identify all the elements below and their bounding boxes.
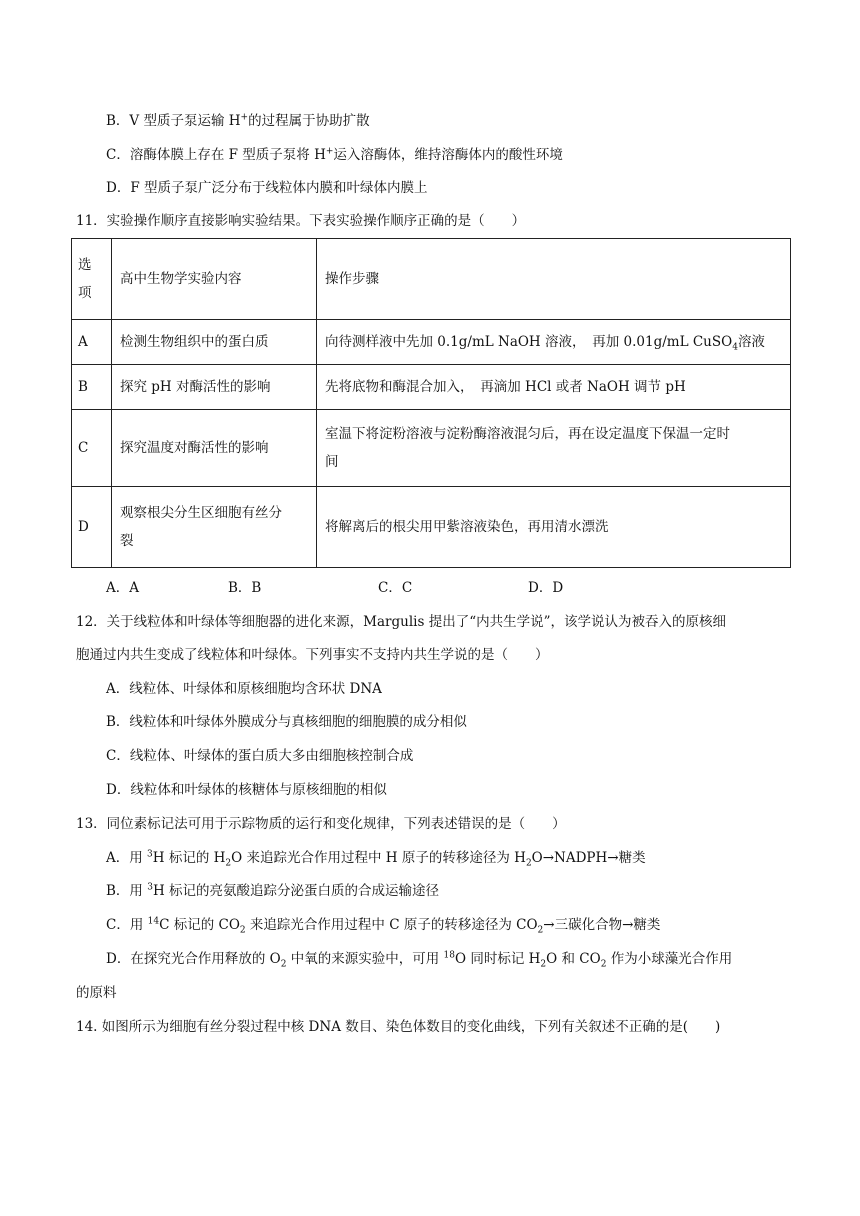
table-header-row (72, 239, 791, 320)
header-content-cell: 高中生物学实验内容 (112, 239, 317, 320)
q12-option-b: B．线粒体和叶绿体外膜成分与真核细胞的细胞膜的成分相似 (106, 714, 467, 730)
q10-option-c: C．溶酶体膜上存在 F 型质子泵将 H+运入溶酶体，维持溶酶体内的酸性环境 (106, 146, 563, 163)
q11-choice-a: A．A (106, 580, 139, 596)
row-option: A (72, 320, 112, 365)
q13-option-a: A．用 $^3$H 标记的 $H_2O$ 来追踪光合作用过程中 H 原子的转移途径为 $H_2O\to NADPH\to$糖类 (106, 849, 646, 869)
table-row (72, 320, 791, 365)
q12-option-d: D．线粒体和叶绿体的核糖体与原核细胞的相似 (106, 782, 387, 798)
q12-stem-line1: 12．关于线粒体和叶绿体等细胞器的进化来源，Margulis 提出了“内共生学说”，该学说认为被吞入的原核细 (76, 614, 726, 630)
row-content: 检测生物组织中的蛋白质 (112, 320, 317, 365)
table-row (72, 410, 791, 487)
row-step: 向待测样液中先加 0.1g/mL NaOH 溶液， 再加 0.01g/mL CuSO$_4$溶液 (317, 320, 791, 365)
row-content: 探究 pH 对酶活性的影响 (112, 365, 317, 410)
row-step: 室温下将淀粉溶液与淀粉酶溶液混匀后，再在设定温度下保温一定时 间 (317, 410, 791, 487)
q11-choices (0, 578, 860, 598)
q11-choice-d: D．D (528, 580, 564, 596)
q12-option-a: A．线粒体、叶绿体和原核细胞均含环状 DNA (106, 681, 382, 697)
q11-choice-b: B．B (228, 580, 262, 596)
q10-option-b: B．V 型质子泵运输 H+的过程属于协助扩散 (106, 112, 370, 129)
header-step-cell: 操作步骤 (317, 239, 791, 320)
row-content: 观察根尖分生区细胞有丝分 裂 (112, 487, 317, 568)
row-option: D (72, 487, 112, 568)
q12-option-c: C．线粒体、叶绿体的蛋白质大多由细胞核控制合成 (106, 748, 414, 764)
q13-stem: 13．同位素标记法可用于示踪物质的运行和变化规律，下列表述错误的是（ ） (76, 816, 566, 832)
row-step: 将解离后的根尖用甲紫溶液染色，再用清水漂洗 (317, 487, 791, 568)
row-step: 先将底物和酶混合加入， 再滴加 HCl 或者 NaOH 调节 pH (317, 365, 791, 410)
row-content: 探究温度对酶活性的影响 (112, 410, 317, 487)
q13-option-c: C．用 $^{14}$C 标记的 $CO_2$ 来追踪光合作用过程中 C 原子的转移途径为 $CO_2\to$三碳化合物→糖类 (106, 916, 661, 936)
q13-option-d: D．在探究光合作用释放的 $O_2$ 中氧的来源实验中，可用 $^{18}$O 同时标记 $H_2O$ 和 $CO_2$ 作为小球藻光合作用 (106, 950, 733, 970)
table-row (72, 365, 791, 410)
q12-stem-line2: 胞通过内共生变成了线粒体和叶绿体。下列事实不支持内共生学说的是（ ） (76, 647, 549, 663)
q13-option-b: B．用 $^3$H 标记的亮氨酸追踪分泌蛋白质的合成运输途径 (106, 882, 440, 899)
q11-choice-c: C．C (378, 580, 413, 596)
q14-stem: 14. 如图所示为细胞有丝分裂过程中核 DNA 数目、染色体数目的变化曲线，下列有关叙述不正确的是( ) (76, 1019, 721, 1035)
q11-stem: 11．实验操作顺序直接影响实验结果。下表实验操作顺序正确的是（ ） (76, 213, 526, 229)
q13-option-d-continued: 的原料 (76, 985, 117, 1001)
q11-experiment-table (71, 238, 791, 568)
table-row (72, 487, 791, 568)
q10-option-d: D．F 型质子泵广泛分布于线粒体内膜和叶绿体内膜上 (106, 180, 428, 196)
header-option-cell: 选 项 (72, 239, 112, 320)
row-option: B (72, 365, 112, 410)
row-option: C (72, 410, 112, 487)
